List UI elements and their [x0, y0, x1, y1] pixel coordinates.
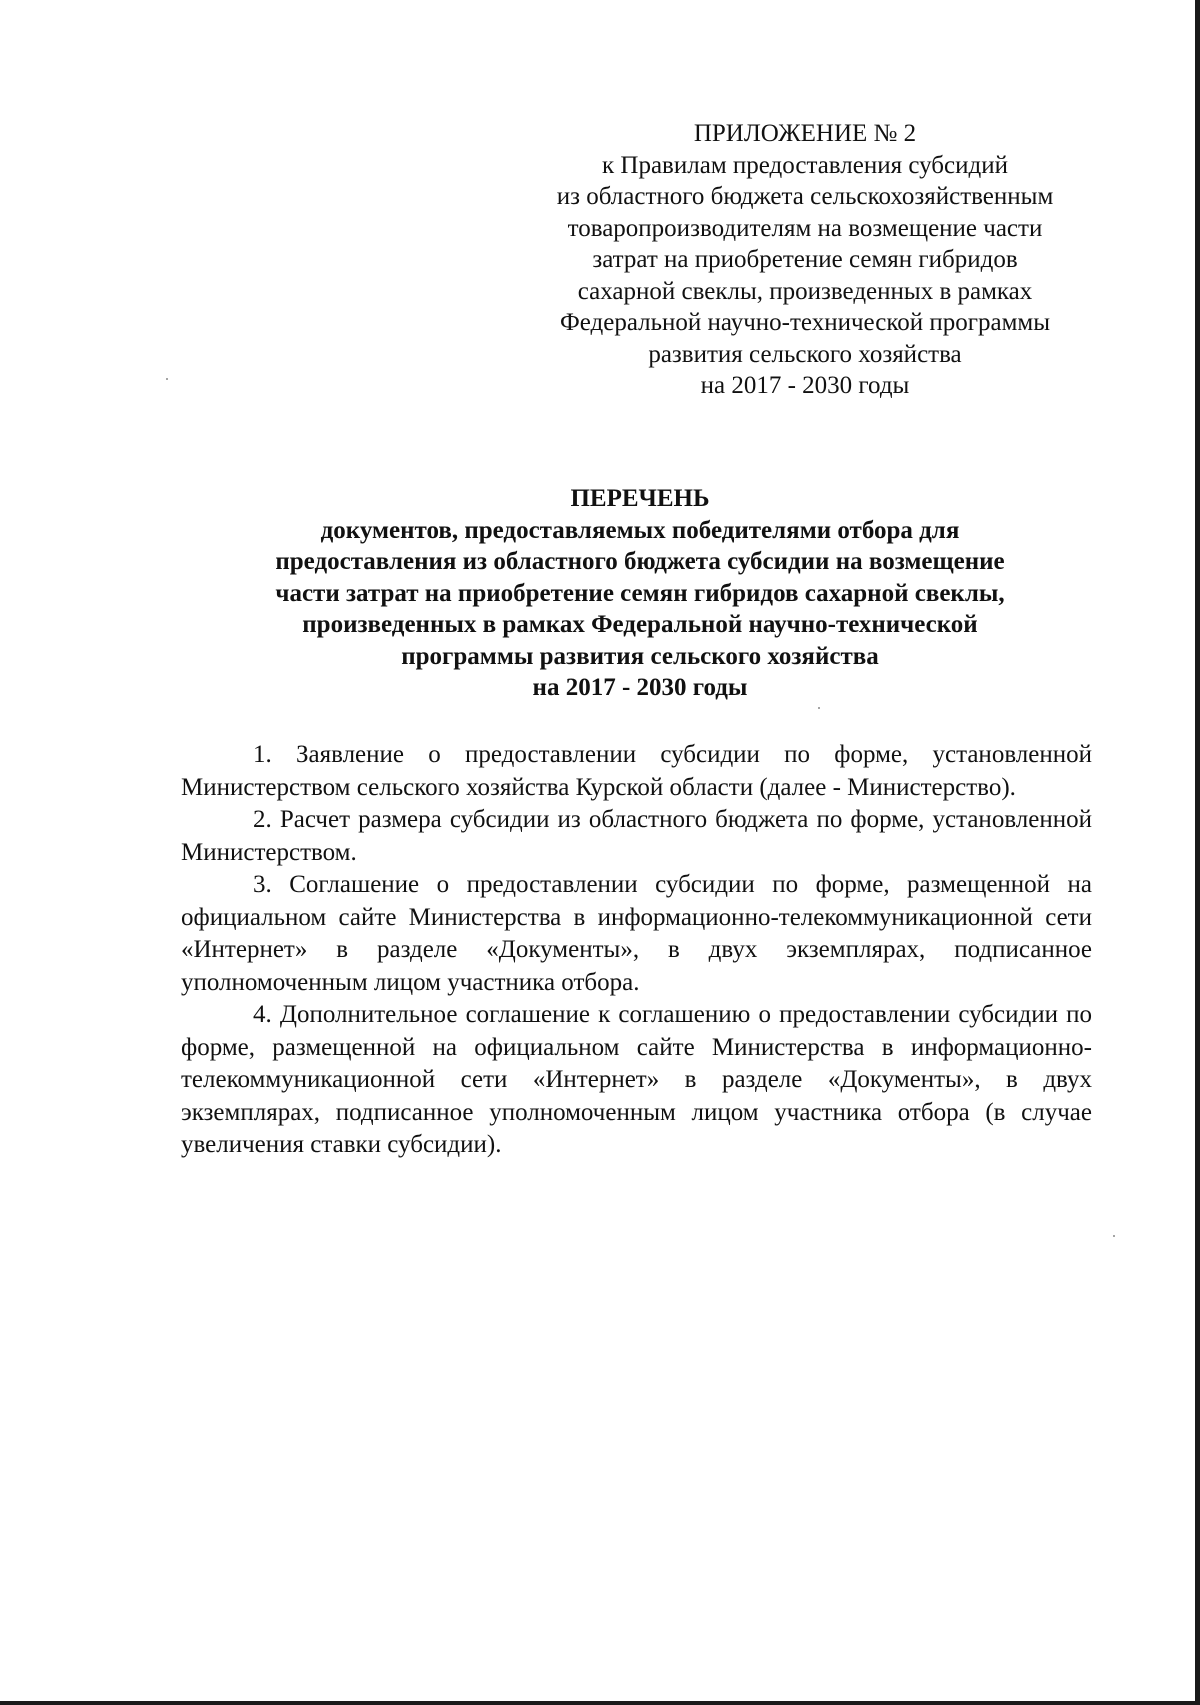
appendix-header — [520, 118, 1090, 402]
title-line: документов, предоставляемых победителями отбора для — [320, 516, 960, 544]
list-item: 2. Расчет размера субсидии из областного бюджета по форме, установленной Министерством. — [181, 806, 1092, 866]
title-line: на 2017 - 2030 годы — [532, 674, 748, 701]
title-line: программы развития сельского хозяйства — [401, 642, 879, 670]
appendix-heading: ПРИЛОЖЕНИЕ № 2 — [693, 120, 917, 147]
scan-speck — [1113, 1235, 1115, 1237]
appendix-line: на 2017 - 2030 годы — [700, 372, 910, 399]
list-item: 3. Соглашение о предоставлении субсидии по форме, размещенной на официальном сайте Министерства в информационно-телекоммуникационной сети «Интернет» в разделе «Документы», в двух экземплярах, подписанное уполномоченным лицом участника отбора. — [181, 871, 1092, 996]
scan-speck — [166, 378, 168, 380]
appendix-line: развития сельского хозяйства — [648, 340, 962, 368]
title-line: части затрат на приобретение семян гибридов сахарной свеклы, — [275, 579, 1005, 607]
appendix-line: товаропроизводителям на возмещение части — [567, 214, 1043, 242]
appendix-line: из областного бюджета сельскохозяйственным — [556, 183, 1054, 210]
appendix-line: затрат на приобретение семян гибридов — [592, 246, 1018, 273]
appendix-line: сахарной свеклы, произведенных в рамках — [577, 277, 1033, 305]
title-heading: ПЕРЕЧЕНЬ — [570, 485, 710, 512]
scan-edge-right — [1195, 0, 1200, 1705]
scan-edge-bottom — [0, 1701, 1200, 1705]
document-list — [181, 739, 1092, 1162]
document-title — [180, 483, 1100, 704]
title-line: произведенных в рамках Федеральной научно-технической — [302, 611, 978, 638]
list-item: 1. Заявление о предоставлении субсидии по форме, установленной Министерством сельского хозяйства Курской области (далее - Министерство). — [181, 741, 1092, 801]
appendix-line: к Правилам предоставления субсидий — [602, 151, 1008, 179]
appendix-line: Федеральной научно-технической программы — [559, 309, 1051, 336]
scan-speck — [818, 707, 820, 709]
title-line: предоставления из областного бюджета субсидии на возмещение — [275, 548, 1005, 575]
list-item: 4. Дополнительное соглашение к соглашению о предоставлении субсидии по форме, размещенной на официальном сайте Министерства в информационно-телекоммуникационной сети «Интернет» в разделе «Документы», в двух экземплярах, подписанное уполномоченным лицом участника отбора (в случае увеличения ставки субсидии). — [181, 1001, 1092, 1158]
